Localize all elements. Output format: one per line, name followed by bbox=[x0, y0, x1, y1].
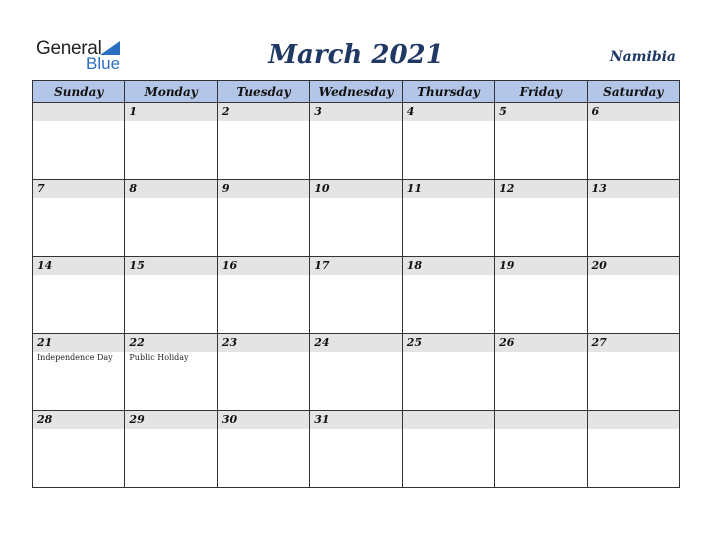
week-row bbox=[33, 103, 680, 180]
logo-general-text: General bbox=[36, 38, 102, 59]
day-number bbox=[403, 411, 494, 429]
day-number: 28 bbox=[33, 411, 124, 429]
day-number: 31 bbox=[310, 411, 401, 429]
day-number: 30 bbox=[218, 411, 309, 429]
day-number: 25 bbox=[403, 334, 494, 352]
day-cell bbox=[310, 103, 402, 180]
day-cell bbox=[217, 180, 309, 257]
day-number: 8 bbox=[125, 180, 216, 198]
day-cell bbox=[217, 257, 309, 334]
day-number: 21 bbox=[33, 334, 124, 352]
day-number: 22 bbox=[125, 334, 216, 352]
week-row bbox=[33, 180, 680, 257]
day-number: 6 bbox=[588, 103, 679, 121]
generalblue-logo bbox=[36, 38, 136, 74]
day-cell bbox=[495, 411, 587, 488]
day-cell bbox=[402, 411, 494, 488]
weekday-header: Friday bbox=[495, 81, 587, 103]
day-cell bbox=[310, 257, 402, 334]
weekday-header: Thursday bbox=[402, 81, 494, 103]
day-cell bbox=[402, 257, 494, 334]
day-number: 15 bbox=[125, 257, 216, 275]
weekday-header: Wednesday bbox=[310, 81, 402, 103]
day-cell bbox=[587, 103, 679, 180]
day-cell bbox=[495, 103, 587, 180]
day-number: 20 bbox=[588, 257, 679, 275]
weekday-header: Tuesday bbox=[217, 81, 309, 103]
day-cell bbox=[495, 334, 587, 411]
day-cell bbox=[587, 411, 679, 488]
calendar-grid bbox=[32, 80, 680, 488]
day-cell bbox=[125, 334, 217, 411]
weekday-header: Saturday bbox=[587, 81, 679, 103]
weekday-header: Sunday bbox=[33, 81, 125, 103]
day-number: 27 bbox=[588, 334, 679, 352]
day-cell bbox=[587, 257, 679, 334]
weekday-header: Monday bbox=[125, 81, 217, 103]
day-cell bbox=[217, 411, 309, 488]
day-number: 29 bbox=[125, 411, 216, 429]
day-cell bbox=[217, 334, 309, 411]
day-number: 12 bbox=[495, 180, 586, 198]
weekday-header-row bbox=[33, 81, 680, 103]
calendar-title: March 2021 bbox=[268, 40, 444, 70]
day-number: 18 bbox=[403, 257, 494, 275]
day-number: 9 bbox=[218, 180, 309, 198]
day-number: 23 bbox=[218, 334, 309, 352]
day-cell bbox=[125, 103, 217, 180]
day-number: 16 bbox=[218, 257, 309, 275]
day-number: 11 bbox=[403, 180, 494, 198]
logo-triangle-icon bbox=[100, 41, 120, 55]
day-number bbox=[33, 103, 124, 121]
day-number: 19 bbox=[495, 257, 586, 275]
day-cell bbox=[125, 180, 217, 257]
day-cell bbox=[217, 103, 309, 180]
week-row bbox=[33, 334, 680, 411]
day-number: 3 bbox=[310, 103, 401, 121]
day-number: 1 bbox=[125, 103, 216, 121]
holiday-label: Independence Day bbox=[37, 353, 113, 362]
country-label: Namibia bbox=[609, 49, 676, 65]
day-cell bbox=[495, 180, 587, 257]
day-number: 17 bbox=[310, 257, 401, 275]
week-row bbox=[33, 411, 680, 488]
day-cell bbox=[125, 257, 217, 334]
day-number: 26 bbox=[495, 334, 586, 352]
day-cell bbox=[587, 334, 679, 411]
day-number: 7 bbox=[33, 180, 124, 198]
day-cell bbox=[587, 180, 679, 257]
week-row bbox=[33, 257, 680, 334]
day-number bbox=[588, 411, 679, 429]
day-cell bbox=[402, 180, 494, 257]
day-cell bbox=[310, 411, 402, 488]
day-cell bbox=[33, 334, 125, 411]
day-cell bbox=[33, 180, 125, 257]
day-number: 13 bbox=[588, 180, 679, 198]
day-cell bbox=[33, 103, 125, 180]
day-number bbox=[495, 411, 586, 429]
logo-blue-text: Blue bbox=[86, 54, 121, 73]
day-number: 2 bbox=[218, 103, 309, 121]
day-cell bbox=[495, 257, 587, 334]
day-number: 10 bbox=[310, 180, 401, 198]
day-cell bbox=[33, 411, 125, 488]
day-number: 14 bbox=[33, 257, 124, 275]
day-cell bbox=[125, 411, 217, 488]
day-number: 5 bbox=[495, 103, 586, 121]
day-number: 4 bbox=[403, 103, 494, 121]
day-cell bbox=[310, 180, 402, 257]
day-cell bbox=[310, 334, 402, 411]
day-cell bbox=[33, 257, 125, 334]
day-cell bbox=[402, 334, 494, 411]
day-cell bbox=[402, 103, 494, 180]
holiday-label: Public Holiday bbox=[129, 353, 189, 362]
day-number: 24 bbox=[310, 334, 401, 352]
